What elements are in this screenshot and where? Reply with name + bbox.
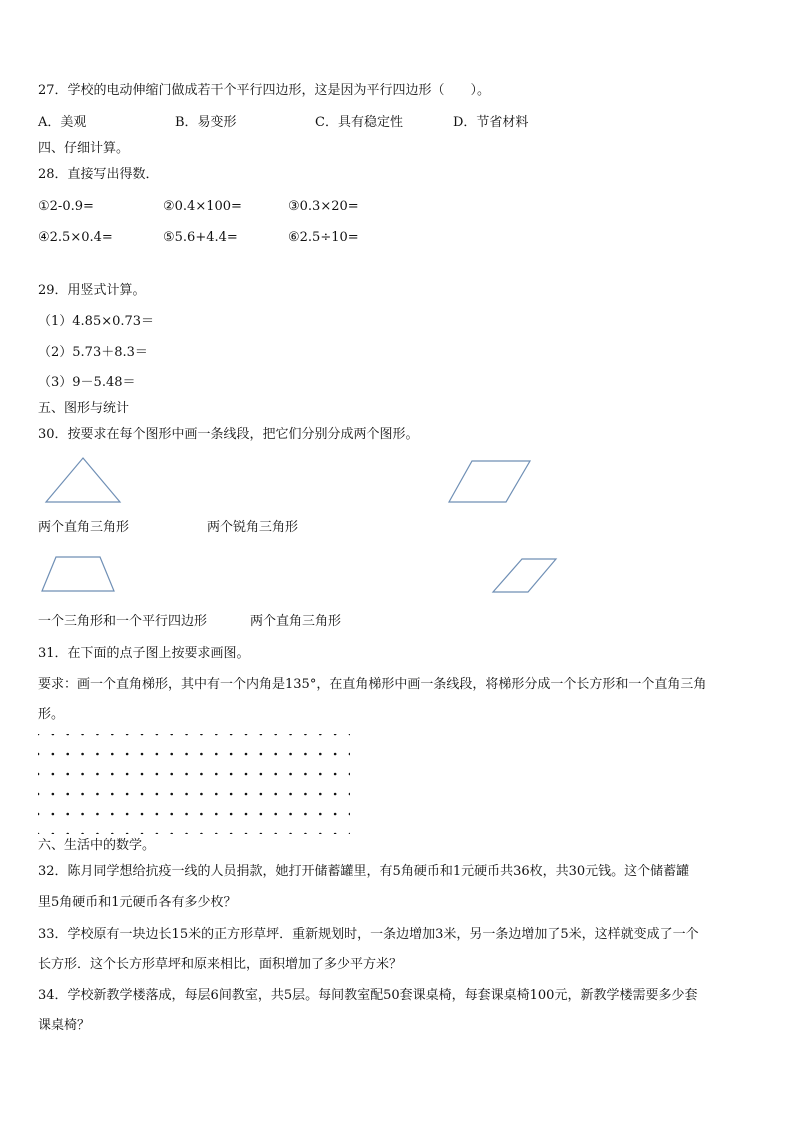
grid-dot[interactable] [245,793,248,796]
grid-dot[interactable] [52,833,55,834]
grid-dot[interactable] [156,734,159,735]
grid-dot[interactable] [126,753,129,756]
grid-dot[interactable] [200,773,203,776]
dot-grid[interactable] [38,734,350,834]
grid-dot[interactable] [170,753,173,756]
grid-dot[interactable] [156,773,159,776]
grid-dot[interactable] [215,813,218,816]
grid-dot[interactable] [230,793,233,796]
grid-dot[interactable] [126,793,129,796]
grid-dot[interactable] [52,793,55,796]
grid-dot[interactable] [126,773,129,776]
grid-dot[interactable] [245,773,248,776]
grid-dot[interactable] [274,753,277,756]
grid-dot[interactable] [111,734,114,735]
grid-dot[interactable] [156,753,159,756]
grid-dot[interactable] [185,813,188,816]
grid-dot[interactable] [111,793,114,796]
grid-dot[interactable] [38,734,39,735]
q28-item-3: ③0.3×20= [288,199,359,214]
grid-dot[interactable] [126,734,129,735]
grid-dot[interactable] [81,753,84,756]
grid-dot[interactable] [245,734,248,735]
grid-dot[interactable] [304,773,307,776]
grid-dot[interactable] [141,773,144,776]
grid-dot[interactable] [304,813,307,816]
q33-line-2: 长方形．这个长方形草坪和原来相比，面积增加了多少平方米？ [38,957,403,972]
grid-dot[interactable] [304,833,307,834]
grid-dot[interactable] [289,793,292,796]
grid-dot[interactable] [200,734,203,735]
grid-dot[interactable] [260,793,263,796]
q30-label-1: 两个直角三角形 [38,520,130,535]
grid-dot[interactable] [141,813,144,816]
q28-item-5: ⑤5.6+4.4= [163,230,238,245]
grid-dot[interactable] [260,833,263,834]
triangle-shape [44,456,122,504]
small-parallelogram-shape [492,558,558,594]
grid-dot[interactable] [156,833,159,834]
grid-dot[interactable] [111,753,114,756]
q28-item-1: ①2-0.9= [38,199,94,214]
grid-dot[interactable] [289,833,292,834]
grid-dot[interactable] [274,813,277,816]
grid-dot[interactable] [274,833,277,834]
grid-dot[interactable] [38,833,39,834]
grid-dot[interactable] [334,753,337,756]
grid-dot[interactable] [52,734,55,735]
grid-dot[interactable] [215,734,218,735]
grid-dot[interactable] [141,734,144,735]
grid-dot[interactable] [38,773,39,776]
q31-stem: 31．在下面的点子图上按要求画图。 [38,646,250,661]
q30-label-3: 一个三角形和一个平行四边形 [38,614,208,629]
grid-dot[interactable] [245,753,248,756]
grid-dot[interactable] [289,734,292,735]
grid-dot[interactable] [289,773,292,776]
grid-dot[interactable] [52,773,55,776]
q28-item-4: ④2.5×0.4= [38,230,113,245]
grid-dot[interactable] [200,793,203,796]
grid-dot[interactable] [304,793,307,796]
grid-dot[interactable] [260,813,263,816]
grid-dot[interactable] [170,833,173,834]
grid-dot[interactable] [349,793,350,796]
grid-dot[interactable] [260,734,263,735]
grid-dot[interactable] [230,833,233,834]
grid-dot[interactable] [200,753,203,756]
grid-dot[interactable] [52,753,55,756]
section-6-heading: 六、生活中的数学。 [38,838,156,853]
q27-option-b: B．易变形 [175,115,237,130]
grid-dot[interactable] [81,773,84,776]
grid-dot[interactable] [96,833,99,834]
q27-option-a: A．美观 [38,115,87,130]
q32-line-1: 32．陈月同学想给抗疫一线的人员捐款，她打开储蓄罐里，有5角硬币和1元硬币共36枚，共30元钱。这个储蓄罐 [38,864,690,879]
grid-dot[interactable] [170,793,173,796]
q29-item-1: （1）4.85×0.73＝ [38,314,155,329]
q30-label-2: 两个锐角三角形 [207,520,299,535]
grid-dot[interactable] [200,813,203,816]
q28-item-2: ②0.4×100= [163,199,242,214]
grid-dot[interactable] [245,813,248,816]
grid-dot[interactable] [334,734,337,735]
q32-line-2: 里5角硬币和1元硬币各有多少枚？ [38,895,237,910]
grid-dot[interactable] [289,753,292,756]
q30-label-4: 两个直角三角形 [250,614,342,629]
trapezoid-shape [40,555,116,593]
grid-dot[interactable] [304,753,307,756]
q31-requirement-line-1: 要求：画一个直角梯形，其中有一个内角是135°，在直角梯形中画一条线段，将梯形分成一个长方形和一个直角三角 [38,677,707,692]
q29-item-3: （3）9－5.48＝ [38,375,136,390]
grid-dot[interactable] [289,813,292,816]
grid-dot[interactable] [66,773,69,776]
q29-item-2: （2）5.73＋8.3＝ [38,345,148,360]
grid-dot[interactable] [185,773,188,776]
grid-dot[interactable] [141,833,144,834]
grid-dot[interactable] [200,833,203,834]
grid-dot[interactable] [230,773,233,776]
grid-dot[interactable] [319,753,322,756]
grid-dot[interactable] [274,773,277,776]
grid-dot[interactable] [334,773,337,776]
grid-dot[interactable] [349,833,350,834]
grid-dot[interactable] [185,753,188,756]
grid-dot[interactable] [349,773,350,776]
section-4-heading: 四、仔细计算。 [38,141,130,156]
grid-dot[interactable] [230,753,233,756]
parallelogram-shape [448,460,532,504]
grid-dot[interactable] [96,793,99,796]
grid-dot[interactable] [170,813,173,816]
grid-dot[interactable] [38,793,39,796]
grid-dot[interactable] [170,734,173,735]
q27-stem: 27．学校的电动伸缩门做成若干个平行四边形，这是因为平行四边形（ ）。 [38,83,491,98]
grid-dot[interactable] [185,793,188,796]
grid-dot[interactable] [66,833,69,834]
grid-dot[interactable] [319,773,322,776]
grid-dot[interactable] [38,753,39,756]
q30-stem: 30．按要求在每个图形中画一条线段，把它们分别分成两个图形。 [38,427,419,442]
grid-dot[interactable] [66,753,69,756]
q34-line-2: 课桌椅？ [38,1018,91,1033]
grid-dot[interactable] [349,753,350,756]
grid-dot[interactable] [334,813,337,816]
grid-dot[interactable] [230,734,233,735]
grid-dot[interactable] [66,793,69,796]
grid-dot[interactable] [96,773,99,776]
grid-dot[interactable] [319,793,322,796]
grid-dot[interactable] [230,813,233,816]
grid-dot[interactable] [96,813,99,816]
grid-dot[interactable] [215,773,218,776]
grid-dot[interactable] [185,734,188,735]
grid-dot[interactable] [66,813,69,816]
grid-dot[interactable] [156,813,159,816]
q28-stem: 28．直接写出得数． [38,167,159,182]
grid-dot[interactable] [126,813,129,816]
grid-dot[interactable] [81,833,84,834]
grid-dot[interactable] [215,793,218,796]
grid-dot[interactable] [245,833,248,834]
grid-dot[interactable] [260,753,263,756]
grid-dot[interactable] [274,734,277,735]
grid-dot[interactable] [334,833,337,834]
grid-dot[interactable] [111,813,114,816]
grid-dot[interactable] [349,813,350,816]
grid-dot[interactable] [111,833,114,834]
grid-dot[interactable] [215,833,218,834]
grid-dot[interactable] [215,753,218,756]
q34-line-1: 34．学校新教学楼落成，每层6间教室，共5层。每间教室配50套课桌椅，每套课桌椅100元，新教学楼需要多少套 [38,988,698,1003]
grid-dot[interactable] [170,773,173,776]
q27-option-c: C．具有稳定性 [315,115,403,130]
grid-dot[interactable] [38,813,39,816]
grid-dot[interactable] [304,734,307,735]
q31-requirement-line-2: 形。 [38,707,65,722]
grid-dot[interactable] [334,793,337,796]
grid-dot[interactable] [111,773,114,776]
grid-dot[interactable] [274,793,277,796]
q33-line-1: 33．学校原有一块边长15米的正方形草坪．重新规划时，一条边增加3米，另一条边增加了5米，这样就变成了一个 [38,927,699,942]
grid-dot[interactable] [81,813,84,816]
grid-dot[interactable] [81,793,84,796]
grid-dot[interactable] [96,753,99,756]
grid-dot[interactable] [141,753,144,756]
q28-item-6: ⑥2.5÷10= [288,230,359,245]
grid-dot[interactable] [66,734,69,735]
grid-dot[interactable] [319,813,322,816]
grid-dot[interactable] [260,773,263,776]
grid-dot[interactable] [126,833,129,834]
section-5-heading: 五、图形与统计 [38,401,130,416]
grid-dot[interactable] [96,734,99,735]
q27-option-d: D．节省材料 [453,115,529,130]
grid-dot[interactable] [141,793,144,796]
grid-dot[interactable] [319,734,322,735]
grid-dot[interactable] [319,833,322,834]
grid-dot[interactable] [349,734,350,735]
grid-dot[interactable] [185,833,188,834]
q29-stem: 29．用竖式计算。 [38,283,146,298]
grid-dot[interactable] [52,813,55,816]
grid-dot[interactable] [156,793,159,796]
grid-dot[interactable] [81,734,84,735]
